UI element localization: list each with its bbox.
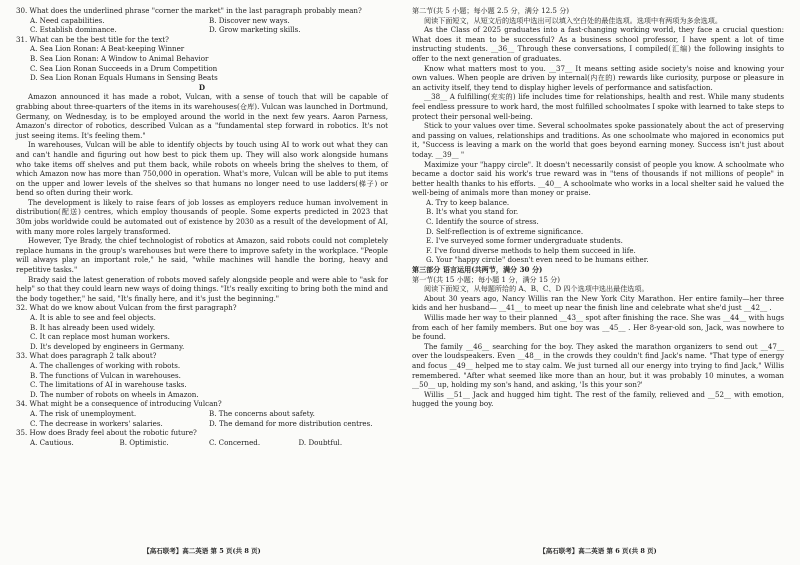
q34-options-2 [16, 419, 388, 429]
q31-option-b[interactable]: B. Sea Lion Ronan: A Window to Animal Behavior [30, 53, 209, 63]
option-a[interactable]: A. Try to keep balance. [426, 197, 510, 207]
q34-options [16, 409, 388, 419]
q34-stem: 34. What might be a consequence of introducing Vulcan? [16, 399, 222, 409]
q32-option-d[interactable]: D. It's developed by engineers in Germany. [30, 341, 185, 351]
option-b[interactable]: B. It's what you stand for. [426, 207, 519, 217]
q35-option-b[interactable]: B. Optimistic. [119, 437, 169, 447]
passage-d-p2: In warehouses, Vulcan will be able to identify objects by touch using AI to work out what they can and can't handle and figuring out how best to pick them up. They will also work alongside humans who take items off shelves and put them back, while robots on wheels bring the shelves to them, of which Amazon now has more than 750,000 in operation. What's more, Vulcan will be able to put items on the upper and lower levels of the shelves so that humans no longer need to use ladders(梯子) or bend so often during their work. [16, 140, 388, 198]
part-three-heading: 第三部分 语言运用(共两节，满分 30 分) [412, 265, 543, 275]
right-column [412, 6, 784, 409]
option-g[interactable]: G. Your "happy circle" doesn't even need to be humans either. [426, 255, 649, 265]
q33-option-b[interactable]: B. The functions of Vulcan in warehouses. [30, 370, 181, 380]
section-one-heading: 第一节(共 15 小题；每小题 1 分，满分 15 分) [412, 274, 561, 284]
option-e[interactable]: E. I've surveyed some former undergraduate students. [426, 236, 623, 246]
q32-option-b[interactable]: B. It has already been used widely. [30, 322, 156, 332]
cloze-p2: Willis made her way to their planned __43__ spot after finishing the race. She was __44__ with hugs from each of her family members. But one boy was __45__ . Her 8-year-old son, Jack, was nowhere to be found. [412, 313, 784, 342]
option-d[interactable]: D. Self-reflection is of extreme significance. [426, 226, 584, 236]
passage-p3: __38__ A fulfilling(充实的) life includes time for relationships, health and rest. While many students feel endless pressure to work hard, the most fulfilled schoolmates I spoke with learned to take steps to protect their personal well-being. [412, 92, 784, 121]
option-f[interactable]: F. I've found diverse methods to help them succeed in life. [426, 245, 636, 255]
q30-option-c[interactable]: C. Establish dominance. [30, 25, 117, 35]
q34-option-a[interactable]: A. The risk of unemployment. [30, 408, 137, 418]
passage-p2: Know what matters most to you. __37__ It means setting aside society's noise and knowing your own values. When people are driven by internal(内在的) rewards like curiosity, purpose or pleasure in an activity itself, they tend to display higher levels of performance and satisfaction. [412, 63, 784, 92]
cloze-p3: The family __46__ searching for the boy. They asked the marathon organizers to send out __47__ over the loudspeakers. Even __48__ in the crowds they couldn't find Jack's name. "That type of energy and focus __49__ helped me to stay calm. We just turned all our energy into trying to find Jack," Willis remembered. "After what seemed like more than an hour, but it was probably 10 minutes, a woman __50__ up, holding my son's hand, and asking, 'Is this your son?' [412, 341, 784, 390]
q30-options-2 [16, 25, 388, 35]
passage-d-p1: Amazon announced it has made a robot, Vulcan, with a sense of touch that will be capable of grabbing about three-quarters of the items in its warehouses(仓库). Vulcan was launched in Dortmund, Germany, on Wednesday, is to be employed around the world in the next few years. Aaron Parness, Amazon's director of robotics, described Vulcan as a "fundamental step forward in robotics. It's not just seeing items. It's feeling them." [16, 92, 388, 140]
q30-option-a[interactable]: A. Need capabilities. [30, 15, 105, 25]
cloze-p4: Willis __51__ Jack and hugged him tight. The rest of the family, relieved and __52__ with emotion, hugged the young boy. [412, 389, 784, 409]
q33-stem: 33. What does paragraph 2 talk about? [16, 351, 157, 361]
passage-p1: As the Class of 2025 graduates into a fast-changing working world, they face a crucial question: What does it mean to be successful? As a business school professor, I have spent a lot of time instructing students. __36__ Through these conversations, I compiled(汇编) the following insights to offer to the next generation of graduates. [412, 25, 784, 63]
passage-d-p3: The development is likely to raise fears of job losses as employers reduce human involvement in distribution(配送) centres, which employ thousands of people. Some experts predicted in 2023 that 30m jobs worldwide could be automated out of existence by 2030 as a result of the development of AI, with many more roles largely transformed. [16, 197, 388, 236]
left-column [16, 6, 388, 447]
page-footer-left: 【高石联考】高二英语 第 5 页(共 8 页) [143, 547, 261, 555]
q31-option-c[interactable]: C. Sea Lion Ronan Succeeds in a Drum Competition [30, 63, 218, 73]
q35-option-a[interactable]: A. Cautious. [30, 437, 74, 447]
cloze-p1: About 30 years ago, Nancy Willis ran the New York City Marathon. Her entire family—her three kids and her husband— __41__ to meet up near the finish line and celebrate what she'd just __42__ . [412, 293, 784, 313]
q34-option-b[interactable]: B. The concerns about safety. [209, 408, 315, 418]
option-c[interactable]: C. Identify the source of stress. [426, 217, 539, 227]
section-d-heading: D [198, 82, 206, 92]
q35-option-c[interactable]: C. Concerned. [209, 437, 261, 447]
q34-option-c[interactable]: C. The decrease in workers' salaries. [30, 418, 163, 428]
q35-stem: 35. How does Brady feel about the robotic future? [16, 428, 197, 438]
q30-option-b[interactable]: B. Discover new ways. [209, 15, 290, 25]
q33-option-c[interactable]: C. The limitations of AI in warehouse tasks. [30, 380, 187, 390]
section-two-heading: 第二节(共 5 小题；每小题 2.5 分，满分 12.5 分) [412, 6, 570, 15]
passage-p4: Stick to your values over time. Several schoolmates spoke passionately about the act of preserving and passing on values, relationships and traditions. As one schoolmate who majored in economics put it, "Success is leaving a mark on the world that goes beyond earning money. Success isn't just about today. __39__ " [412, 121, 784, 159]
q31-option-a[interactable]: A. Sea Lion Ronan: A Beat-keeping Winner [30, 44, 185, 54]
q35-option-d[interactable]: D. Doubtful. [298, 437, 343, 447]
section-two-instructions: 阅读下面短文，从短文后的选项中选出可以填入空白处的最佳选项。选项中有两项为多余选项。 [424, 15, 722, 25]
q31-option-d[interactable]: D. Sea Lion Ronan Equals Humans in Sensing Beats [30, 73, 218, 83]
q30-option-d[interactable]: D. Grow marketing skills. [209, 25, 301, 35]
q35-options [16, 438, 388, 448]
passage-p5: Maximize your "happy circle". It doesn't necessarily consist of people you know. A schoolmate who became a doctor said his work's true reward was in "tens of thousands if not millions of people" in better health thanks to his efforts. __40__ A schoolmate who works in a local shelter said he valued the well-being of animals more than money or praise. [412, 159, 784, 198]
q34-option-d[interactable]: D. The demand for more distribution centres. [209, 418, 373, 428]
passage-d-p4: However, Tye Brady, the chief technologist of robotics at Amazon, said robots could not completely replace humans in the group's warehouses but were there to improve safety in the workplace. "People will always play an important role," he said, "while machines will handle the boring, heavy and repetitive tasks." [16, 236, 388, 275]
q32-stem: 32. What do we know about Vulcan from the first paragraph? [16, 303, 237, 313]
q31-stem: 31. What can be the best title for the text? [16, 34, 169, 44]
q33-option-a[interactable]: A. The challenges of working with robots. [30, 360, 181, 370]
q30-options [16, 16, 388, 26]
q32-option-a[interactable]: A. It is able to see and feel objects. [30, 313, 156, 322]
q30-stem: 30. What does the underlined phrase "corner the market" in the last paragraph probably mean? [16, 6, 362, 15]
q33-option-d[interactable]: D. The number of robots on wheels in Amazon. [30, 389, 199, 399]
q32-option-c[interactable]: C. It can replace most human workers. [30, 332, 170, 342]
page-footer-right: 【高石联考】高二英语 第 6 页(共 8 页) [539, 547, 657, 555]
passage-d-p5: Brady said the latest generation of robots moved safely alongside people and were able to "ask for help" so that they could learn new ways of doing things. "It's really exciting to bring both the mind and the body together," he said, "It's finally here, and it's just the beginning." [16, 274, 388, 303]
section-one-instructions: 阅读下面短文，从每题所给的 A、B、C、D 四个选项中选出最佳选项。 [424, 284, 649, 294]
